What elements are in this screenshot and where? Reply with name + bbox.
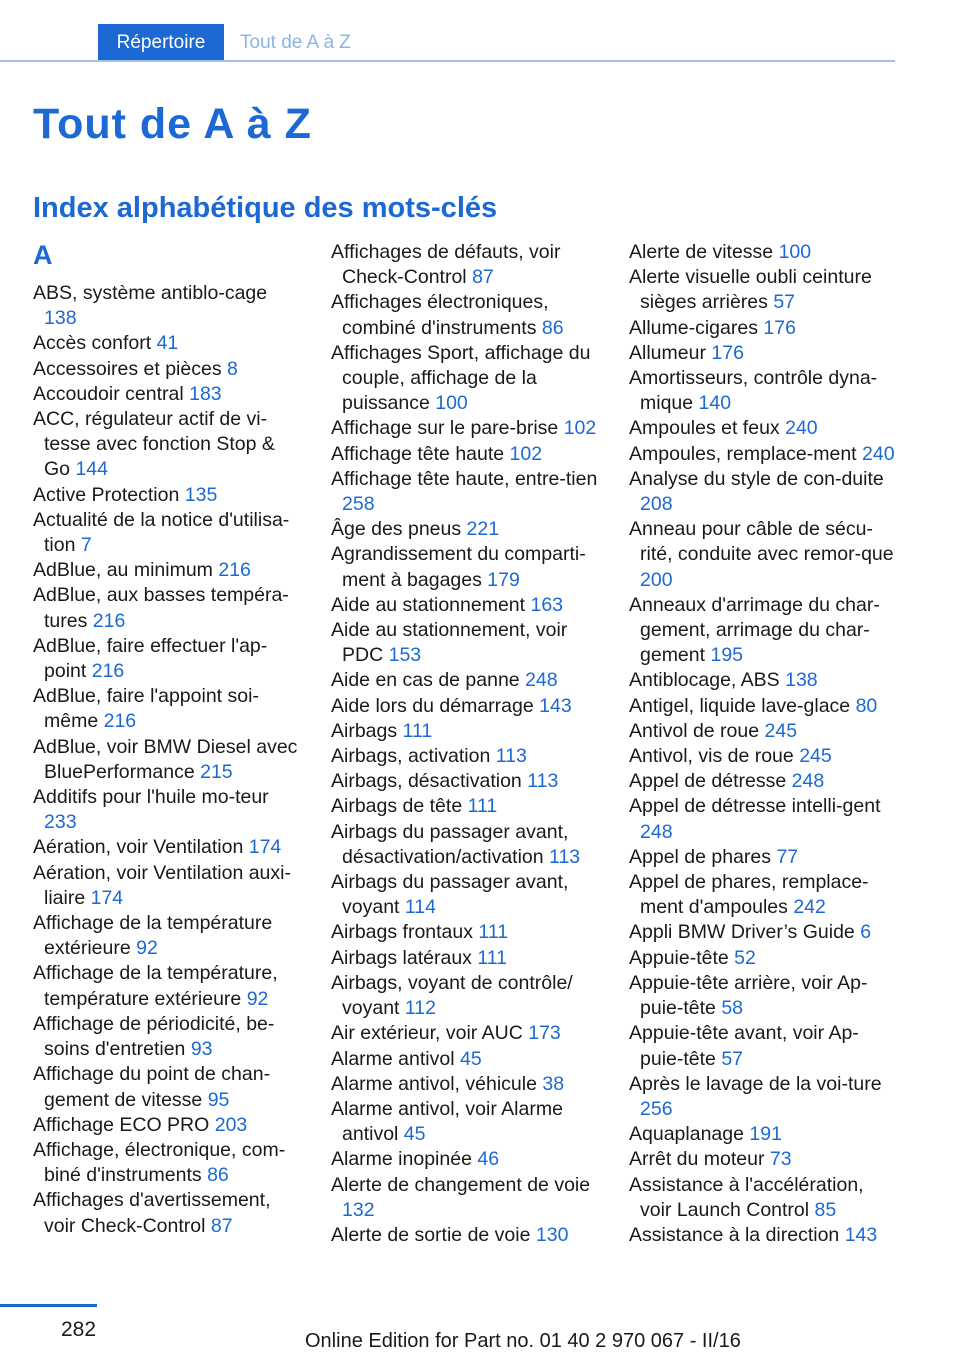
entry-text: Appel de détresse [629,770,787,793]
index-entry [33,1012,303,1062]
entry-text: Antivol de roue [629,719,760,742]
index-entry [33,911,303,961]
entry-text: Affichages de défauts, voir Check-Control [331,241,561,289]
index-entry [629,1122,899,1147]
page-link[interactable]: 111 [402,719,433,742]
entry-text: Assistance à la direction [629,1223,840,1246]
page-link[interactable]: 248 [640,820,673,843]
page-link[interactable]: 100 [435,392,468,415]
index-entry [33,281,303,331]
page-link[interactable]: 73 [769,1148,792,1171]
entry-text: Airbags, désactivation [331,770,522,793]
entry-text: Affichage de la température, température extérieure [33,962,278,1010]
entry-text: Aération, voir Ventilation auxi-liaire [33,861,291,909]
page-link[interactable]: 203 [214,1113,248,1136]
page-link[interactable]: 132 [342,1198,375,1221]
entry-text: Aide au stationnement [331,593,526,616]
index-entry [33,508,303,558]
page-link[interactable]: 80 [855,694,878,717]
page-link[interactable]: 143 [539,694,572,717]
index-entry [629,467,899,517]
entry-text: Airbags frontaux [331,921,473,944]
entry-text: Alerte visuelle oubli ceinture sièges arrières [629,266,872,314]
edition-note: Online Edition for Part no. 01 40 2 970 067 - II/16 [305,1330,741,1352]
page-link[interactable]: 215 [200,760,233,783]
entry-text: Affichages d'avertissement, voir Check-Control [33,1189,271,1237]
index-entry [331,1147,601,1172]
entry-text: Antigel, liquide lave-glace [629,694,851,717]
entry-text: AdBlue, faire l'appoint soi-même [33,685,259,733]
index-entry [629,1173,899,1223]
index-entry [629,1072,899,1122]
page-link[interactable]: 176 [711,341,744,364]
entry-text: Ampoules, remplace-ment [629,442,857,465]
index-entry [331,240,601,290]
entry-text: Alarme antivol [331,1047,455,1070]
index-entry [331,1072,601,1097]
entry-text: Additifs pour l'huile mo-teur [33,786,269,809]
index-entry [331,971,601,1021]
page-link[interactable]: 140 [698,392,732,415]
entry-text: Aération, voir Ventilation [33,836,244,859]
page-link[interactable]: 7 [80,534,92,557]
index-entry [331,542,601,592]
page-link[interactable]: 242 [793,896,826,919]
page-link[interactable]: 248 [525,669,558,692]
header-rule [0,60,895,62]
entry-text: Accès confort [33,332,152,355]
page-link[interactable]: 179 [487,568,520,591]
page-link[interactable]: 216 [218,559,251,582]
entry-text: Alerte de sortie de voie [331,1223,531,1246]
index-entry [331,593,601,618]
entry-text: Alerte de changement de voie [331,1173,591,1196]
index-entry [629,920,899,945]
page-link[interactable]: 221 [466,518,500,541]
page-link[interactable]: 245 [764,719,798,742]
index-entry [33,331,303,356]
entry-text: Airbags, activation [331,745,491,768]
index-column-1 [33,240,303,1239]
entry-text: Affichage de périodicité, be-soins d'entretien [33,1012,275,1061]
index-entry [331,744,601,769]
index-entry [331,416,601,441]
page-link[interactable]: 143 [844,1223,878,1246]
index-entry [331,341,601,417]
page-link[interactable]: 92 [246,987,269,1010]
entry-text: Airbags de tête [331,795,463,818]
page-link[interactable]: 176 [763,316,796,339]
entry-text: Allume-cigares [629,316,758,339]
entry-text: Antiblocage, ABS [629,669,780,692]
index-entry [629,769,899,794]
header-bar [0,24,895,62]
page-link[interactable]: 144 [75,458,108,481]
entry-text: Alarme antivol, voir Alarme antivol [331,1097,563,1146]
index-entry [629,442,899,467]
entry-text: Active Protection [33,483,180,506]
entry-text: Appel de détresse intelli-gent [629,795,881,818]
entry-text: Appuie-tête arrière, voir Ap-puie-tête [629,971,868,1020]
entry-text: Ampoules et feux [629,417,780,440]
page-link[interactable]: 87 [210,1214,233,1237]
page-link[interactable]: 6 [860,921,872,944]
index-entry [629,845,899,870]
page-link[interactable]: 8 [227,357,238,380]
page-link[interactable]: 216 [91,660,125,683]
entry-text: Amortisseurs, contrôle dyna-mique [629,367,878,415]
entry-text: AdBlue, faire effectuer l'ap-point [33,634,268,683]
entry-text: Affichages électroniques, combiné d'instruments [331,291,549,339]
page-link[interactable]: 95 [207,1088,230,1111]
page-link[interactable]: 183 [189,382,222,405]
index-entry [33,483,303,508]
entry-text: Aide au stationnement, voir PDC [331,619,568,667]
index-entry [629,946,899,971]
index-entry [331,467,601,517]
page-link[interactable]: 114 [404,896,436,919]
index-entry [629,744,899,769]
page-link[interactable]: 86 [207,1164,229,1187]
entry-text: Affichage tête haute, entre-tien [331,467,598,490]
page-link[interactable]: 111 [478,921,509,944]
page-number: 282 [61,1318,97,1341]
entry-text: Airbags du passager avant, désactivation/activation [331,820,569,868]
index-entry [33,835,303,860]
entry-text: Anneau pour câble de sécu-rité, conduite avec remor-que [629,518,894,566]
entry-text: Airbags du passager avant, voyant [331,871,569,919]
page-link[interactable]: 130 [535,1223,569,1246]
page-link[interactable]: 46 [477,1148,500,1171]
index-entry [331,946,601,971]
index-entry [33,558,303,583]
entry-text: Airbags [331,719,398,742]
entry-text: Aquaplanage [629,1123,744,1146]
index-entry [331,694,601,719]
entry-text: AdBlue, aux basses tempéra-tures [33,584,289,632]
index-entry [33,382,303,407]
index-entry [33,583,303,633]
entry-text: Appel de phares [629,845,772,868]
index-entry [629,341,899,366]
index-entry [629,316,899,341]
page-link[interactable]: 52 [734,946,756,969]
index-entry [629,870,899,920]
index-entry [629,694,899,719]
page-link[interactable]: 245 [799,745,832,768]
page-link[interactable]: 138 [44,307,77,330]
page-link[interactable]: 233 [44,811,77,834]
index-entry [33,357,303,382]
index-entry [33,407,303,483]
index-entry [331,1223,601,1248]
page-link[interactable]: 45 [403,1123,426,1146]
index-column-3 [629,240,899,1248]
entry-text: Affichage ECO PRO [33,1113,210,1136]
page-link[interactable]: 138 [785,669,818,692]
index-subtitle: Index alphabétique des mots-clés [33,192,498,224]
page-link[interactable]: 195 [710,644,744,667]
entry-text: Alarme inopinée [331,1148,472,1171]
entry-text: ACC, régulateur actif de vi-tesse avec fonction Stop & Go [33,408,275,481]
index-entry [629,719,899,744]
index-entry [33,735,303,785]
index-entry [331,290,601,340]
entry-text: Aide en cas de panne [331,669,520,692]
index-entry [331,1047,601,1072]
entry-text: Assistance à l'accélération, voir Launch Control [629,1173,864,1221]
index-entry [331,920,601,945]
index-entry [629,1021,899,1071]
index-entry [629,265,899,315]
page-link[interactable]: 102 [563,417,597,440]
page-link[interactable]: 163 [530,593,564,616]
page-link[interactable]: 153 [388,644,422,667]
index-entry [331,870,601,920]
entry-text: AdBlue, au minimum [33,559,213,582]
page-link[interactable]: 38 [542,1072,565,1095]
page-link[interactable]: 135 [184,483,218,506]
entry-text: Airbags latéraux [331,946,472,969]
index-entry [33,961,303,1011]
section-letter: A [33,240,53,270]
index-entry [331,1173,601,1223]
tab-repertoire[interactable]: Répertoire [98,24,224,62]
page-link[interactable]: 92 [136,937,158,960]
entry-text: Affichage, électronique, com-biné d'instruments [33,1138,286,1187]
index-entry [629,1147,899,1172]
entry-text: Air extérieur, voir AUC [331,1022,523,1045]
index-entry [331,517,601,542]
entry-text: Affichage tête haute [331,442,505,465]
page-link[interactable]: 57 [773,291,796,314]
index-entry [33,684,303,734]
entry-text: Affichage de la température extérieure [33,912,273,960]
page-link[interactable]: 87 [472,266,494,289]
index-entry [331,719,601,744]
page-link[interactable]: 111 [467,795,498,818]
entry-text: Aide lors du démarrage [331,694,534,717]
index-entry [629,366,899,416]
index-entry [629,668,899,693]
entry-text: Allumeur [629,341,706,364]
page-link[interactable]: 57 [721,1047,744,1070]
index-entry [331,1097,601,1147]
index-entry [33,1188,303,1238]
entry-text: Appel de phares, remplace-ment d'ampoules [629,871,869,919]
entry-text: Appli BMW Driver’s Guide [629,921,855,944]
entry-text: Âge des pneus [331,518,462,541]
index-entry [629,1223,899,1248]
page-link[interactable]: 86 [541,316,564,339]
index-entry [331,794,601,819]
entry-text: Affichage du point de chan-gement de vitesse [33,1063,271,1111]
entry-text: Alerte de vitesse [629,241,774,263]
entry-text: Affichages Sport, affichage du couple, affichage de la puissance [331,341,591,415]
index-column-2 [331,240,601,1248]
entry-text: Affichage sur le pare-brise [331,417,559,440]
page-link[interactable]: 102 [509,442,543,465]
entry-text: Agrandissement du comparti-ment à bagages [331,543,586,591]
entry-text: Après le lavage de la voi-ture [629,1072,882,1095]
entry-text: Analyse du style de con-duite [629,467,884,490]
entry-text: Accessoires et pièces [33,357,222,380]
index-entry [629,971,899,1021]
entry-text: Alarme antivol, véhicule [331,1072,537,1095]
page-link[interactable]: 174 [248,836,282,859]
entry-text: Appuie-tête avant, voir Ap-puie-tête [629,1022,859,1070]
page-link[interactable]: 45 [459,1047,482,1070]
index-entry [33,1062,303,1112]
page-link[interactable]: 85 [814,1198,837,1221]
page-link[interactable]: 216 [103,710,137,733]
entry-text: Actualité de la notice d'utilisa-tion [33,508,290,557]
page-link[interactable]: 258 [342,493,375,516]
index-entry [629,517,899,593]
page-link[interactable]: 256 [640,1097,673,1120]
tab-tout-de-a-a-z[interactable]: Tout de A à Z [240,32,351,53]
entry-text: ABS, système antiblo-cage [33,282,268,304]
entry-text: Appuie-tête [629,946,729,969]
page-link[interactable]: 113 [495,745,527,768]
index-entry [331,668,601,693]
page-link[interactable]: 113 [549,845,581,868]
page-link[interactable]: 200 [640,568,673,591]
index-entry [331,618,601,668]
page-link[interactable]: 191 [749,1123,782,1146]
page-title: Tout de A à Z [33,100,312,148]
index-entry [33,1113,303,1138]
index-entry [331,1021,601,1046]
page-link[interactable]: 208 [640,493,673,516]
index-entry [33,1138,303,1188]
index-entry [33,861,303,911]
entry-text: AdBlue, voir BMW Diesel avec BluePerformance [33,735,298,783]
page-link[interactable]: 93 [190,1038,213,1061]
entry-text: Accoudoir central [33,382,184,405]
page-link[interactable]: 111 [477,946,507,969]
page-link[interactable]: 41 [156,332,179,355]
entry-text: Arrêt du moteur [629,1148,765,1171]
index-entry [331,442,601,467]
page-link[interactable]: 173 [528,1022,561,1045]
page-link[interactable]: 174 [90,886,124,909]
index-entry [33,634,303,684]
footer-rule [0,1304,97,1307]
page-link[interactable]: 58 [721,997,744,1020]
index-entry [331,769,601,794]
page-link[interactable]: 100 [778,241,812,263]
index-entry [629,416,899,441]
page-link[interactable]: 248 [791,770,825,793]
index-entry [629,240,899,265]
page-link[interactable]: 216 [92,609,126,632]
index-entry [331,820,601,870]
entry-text: Anneaux d'arrimage du char-gement, arrimage du char-gement [629,593,880,667]
page-link[interactable]: 112 [404,997,436,1020]
index-entry [629,794,899,844]
page-link[interactable]: 113 [527,770,559,793]
page-link[interactable]: 77 [776,845,799,868]
index-entry [33,785,303,835]
entry-text: Antivol, vis de roue [629,745,794,768]
page-link[interactable]: 240 [785,417,818,440]
entry-text: Airbags, voyant de contrôle/ voyant [331,971,573,1020]
page-link[interactable]: 240 [862,442,895,465]
index-entry [629,593,899,669]
